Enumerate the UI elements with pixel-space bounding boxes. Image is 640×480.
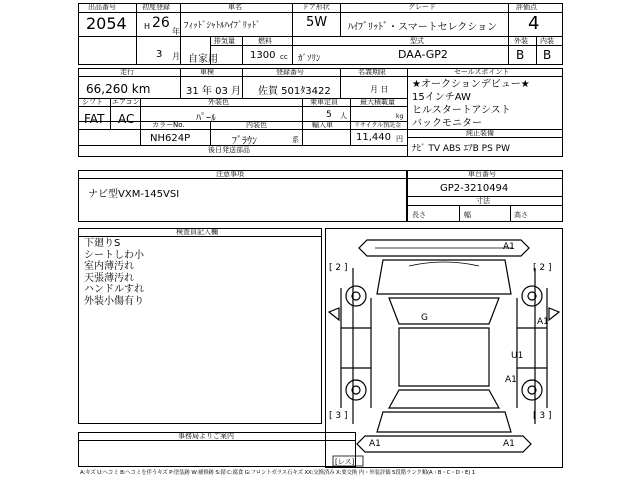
fuel: ｶﾞｿﾘﾝ <box>298 54 321 64</box>
dim-length: 長さ <box>412 211 426 219</box>
int-color-label: 内装色 <box>246 121 267 129</box>
mark-3-left: [ 3 ] <box>329 411 348 421</box>
load-label: 最大積載量 <box>360 98 395 106</box>
int-color: ﾌﾞﾗｳﾝ <box>232 136 257 147</box>
grade-label: グレード <box>408 3 436 11</box>
equipment: ﾅﾋﾞ TV ABS ｴｱB PS PW <box>412 144 510 154</box>
inspector-line: 天張薄汚れ <box>84 272 134 284</box>
reg-year: 26 <box>152 15 170 31</box>
chassis-number: GP2-3210494 <box>440 183 509 194</box>
reg-label: 初度登録 <box>142 3 170 11</box>
plate-label: 登録番号 <box>276 68 304 76</box>
body-color: ﾊﾟｰﾙ <box>196 113 216 124</box>
transfer-label: 名義期限 <box>358 68 386 76</box>
use-type: 自家用 <box>188 54 218 65</box>
month-unit: 月 <box>172 52 180 61</box>
mark-a1-right-door: A1 <box>537 317 549 327</box>
plate-number: 佐賀 501ﾀ3422 <box>258 86 331 97</box>
shift: FAT <box>84 112 105 126</box>
roof-outline <box>399 328 489 386</box>
load-unit: kg <box>396 113 404 120</box>
capacity-label: 乗車定員 <box>310 98 338 106</box>
notes-text: ナビ型VXM-145VSI <box>88 189 180 200</box>
mark-g-windshield: G <box>421 313 428 323</box>
mileage-label: 走行 <box>120 68 134 76</box>
after-parts-label: 後日発送部品 <box>208 146 250 154</box>
inspector-line: ハンドルすれ <box>84 284 144 296</box>
chassis-label: 車台番号 <box>468 170 496 178</box>
sales-point-3: ヒルスタートアシスト <box>412 105 511 116</box>
mark-2-right: [ 2 ] <box>533 263 552 273</box>
inspect-label: 車検 <box>200 68 214 76</box>
aircon: AC <box>118 112 135 126</box>
inspector-label: 検査員記入欄 <box>176 228 218 236</box>
inspector-line: 下廻りS <box>84 238 121 249</box>
lot-number: 2054 <box>86 14 127 33</box>
wheel-rr <box>522 380 542 400</box>
model-code: DAA-GP2 <box>398 48 448 61</box>
inspector-line: シートしわ小 <box>84 249 144 261</box>
int-grade-label: 内装 <box>540 37 554 45</box>
inspector-notes <box>84 238 144 308</box>
recycle-unit: 円 <box>396 135 403 143</box>
mileage: 66,260 km <box>86 82 151 96</box>
ext-grade: B <box>516 48 525 62</box>
mark-a1-right-rear: A1 <box>505 375 517 385</box>
fuel-label: 燃料 <box>258 37 272 45</box>
sales-point-label: セールスポイント <box>454 68 510 76</box>
ac-label: エアコン <box>112 98 140 106</box>
score-label: 評価点 <box>516 3 537 11</box>
mark-a1-rear-right: A1 <box>503 439 515 449</box>
mark-reth: [レス] <box>335 458 355 466</box>
mark-2-left: [ 2 ] <box>329 263 348 273</box>
mark-u1: U1 <box>511 351 524 361</box>
model-label: 型式 <box>410 37 424 45</box>
rear-glass-outline <box>389 390 499 408</box>
office-label: 事務局よりご案内 <box>178 432 234 440</box>
transfer-date: 月 日 <box>370 85 389 94</box>
lot-label: 出品番号 <box>88 3 116 11</box>
door-type: 5W <box>306 15 328 30</box>
score: 4 <box>528 13 540 34</box>
color-code: NH624P <box>150 133 191 144</box>
disp-unit: cc <box>280 53 288 61</box>
sales-point-2: 15インチAW <box>412 92 471 103</box>
windshield-outline <box>389 298 499 324</box>
color-label: 外装色 <box>208 98 229 106</box>
reg-month: 3 <box>156 49 163 60</box>
hood-outline <box>377 260 511 294</box>
displacement: 1300 <box>250 50 276 61</box>
dims-label: 寸法 <box>476 197 490 205</box>
inspector-line: 室内薄汚れ <box>84 261 134 273</box>
shift-label: シフト <box>82 98 103 106</box>
int-grade: B <box>543 48 552 62</box>
color-code-label: カラーNo. <box>152 121 185 129</box>
capacity: 5 <box>326 110 332 120</box>
int-color-suffix: 系 <box>292 136 299 144</box>
inspector-line: 外装小傷有り <box>84 295 144 307</box>
ext-grade-label: 外装 <box>514 37 528 45</box>
sales-point-1: ★オークションデビュー★ <box>412 79 530 90</box>
door-label: ドア形状 <box>302 3 330 11</box>
sales-point-4: バックモニター <box>412 118 482 129</box>
notes-label: 注意事項 <box>216 170 244 178</box>
year-unit: 年 <box>172 27 180 36</box>
dim-width: 幅 <box>464 211 471 219</box>
mark-a1-front: A1 <box>503 242 515 252</box>
mark-a1-rear-left: A1 <box>369 439 381 449</box>
wheel-fr <box>522 286 542 306</box>
import-label: 輸入車 <box>312 121 333 129</box>
wheel-fl <box>346 286 366 306</box>
legend: A:キズ U:ヘコミ B:ヘコミを伴うキズ P:塗装跡 W:補修跡 S:錆 C:腐食 G:フロントガラス石キズ XX:交換済み X:要交換 内・外装評価 5段階ランク順(A・B・C・D・E) 1 <box>80 470 476 476</box>
grade: ﾊｲﾌﾞﾘｯﾄﾞ・スマートセレクション <box>348 22 498 33</box>
recycle-fee: 11,440 <box>356 132 391 143</box>
era-letter: H <box>144 22 151 31</box>
equip-label: 純正装備 <box>466 129 494 137</box>
car-diagram <box>325 228 563 468</box>
recycle-label: リサイクル預託金 <box>354 122 402 129</box>
wheel-rl <box>346 380 366 400</box>
car-name-label: 車名 <box>228 3 242 11</box>
mark-3-right: [ 3 ] <box>533 411 552 421</box>
disp-label: 排気量 <box>214 37 235 45</box>
dim-height: 高さ <box>514 211 528 219</box>
tailgate-outline <box>377 412 511 432</box>
car-name: ﾌｨｯﾄﾞｼｬﾄﾙﾊｲﾌﾞﾘｯﾄﾞ <box>184 21 261 31</box>
capacity-unit: 人 <box>340 112 347 120</box>
inspection-expiry: 31 年 03 月 <box>186 86 241 97</box>
